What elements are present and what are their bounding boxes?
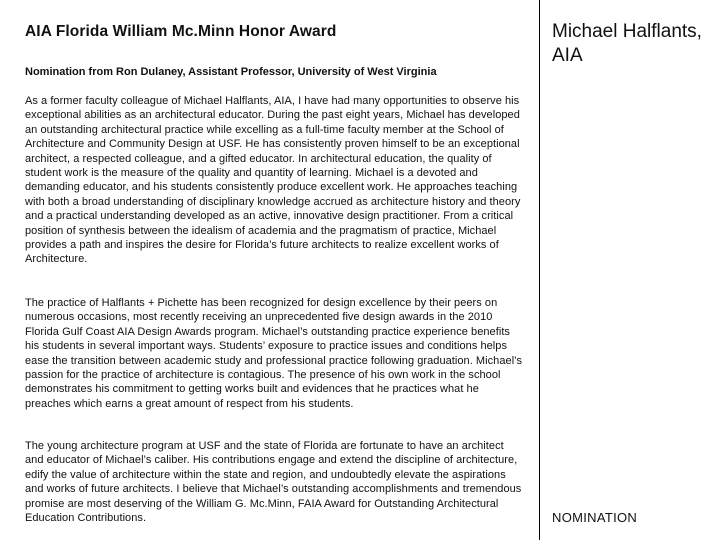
award-title: AIA Florida William Mc.Minn Honor Award [25,23,337,40]
letter-paragraph-1: As a former faculty colleague of Michael Halflants, AIA, I have had many opportunities to observe his exceptional abilities as an architectural educator. During the past eight years, Michael has developed an outstanding architectural practice while excelling as a full-time faculty member at the School of Architecture and Community Design at USF. He has consistently proven himself to be an exceptional architect, a respected colleague, and a gifted educator. In architectural education, the quality of student work is the measure of the quality and quantity of learning. Michael is a devoted and demanding educator, and his students consistently produce excellent work. He approaches teaching with both a broad understanding of disciplinary knowledge accrued as architecture history and theory and a practical understanding developed as an active, innovative design practitioner. From a critical position of synthesis between the idealism of academia and the pragmatism of practice, Michael provides a path and inspires the desire for Florida’s future architects to realize excellent works of Architecture. [25,95,521,266]
letter-paragraph-2: The practice of Halflants + Pichette has been recognized for design excellence by their peers on numerous occasions, most recently receiving an unprecedented five design awards in the 2010 Florida Gulf Coast AIA Design Awards program. Michael’s outstanding practice experience benefits his students in several important ways. Students’ exposure to practice issues and conditions helps ease the transition between academic study and professional practice following graduation. Michael’s passion for the practice of architecture is contagious. The presence of his own work in the school demonstrates his commitment to getting works built and evidences that he practices what he preaches which earns a great amount of respect from his students. [25,297,523,410]
nominee-name: Michael Halflants, AIA [552,21,702,66]
section-label: NOMINATION [552,510,638,525]
nomination-byline: Nomination from Ron Dulaney, Assistant Professor, University of West Virginia [25,66,437,78]
letter-column [25,0,530,540]
column-divider [539,0,540,540]
letter-paragraph-3: The young architecture program at USF and the state of Florida are fortunate to have an architect and educator of Michael’s caliber. His contributions engage and extend the discipline of architecture, edify the value of architecture within the state and region, and undoubtedly elevate the aspirations and works of future architects. I believe that Michael’s outstanding accomplishments and tremendous promise are most deserving of the William G. Mc.Minn, FAIA Award for Outstanding Architectural Education Contributions. [25,440,522,525]
